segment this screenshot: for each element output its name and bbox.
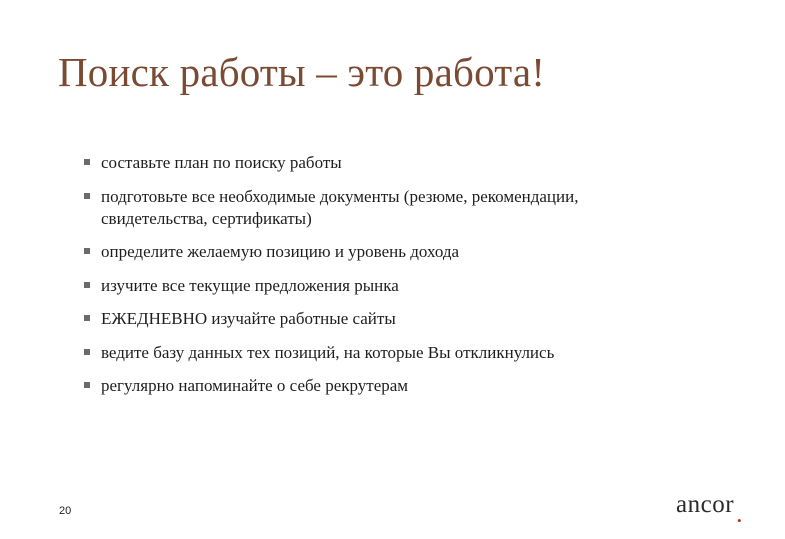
square-bullet-icon (84, 315, 90, 321)
square-bullet-icon (84, 248, 90, 254)
bullet-item (84, 375, 684, 397)
square-bullet-icon (84, 282, 90, 288)
bullet-list (84, 152, 684, 409)
bullet-text: ЕЖЕДНЕВНО изучайте работные сайты (101, 309, 396, 328)
square-bullet-icon (84, 193, 90, 199)
square-bullet-icon (84, 159, 90, 165)
bullet-text: изучите все текущие предложения рынка (101, 275, 399, 295)
bullet-text: подготовьте все необходимые документы (резюме, рекомендации, свидетельства, сертификаты) (101, 186, 579, 228)
bullet-text: ведите базу данных тех позиций, на которые Вы откликнулись (101, 342, 555, 362)
square-bullet-icon (84, 349, 90, 355)
bullet-item (84, 186, 684, 230)
bullet-item (84, 275, 684, 297)
slide-title: Поиск работы – это работа! (58, 49, 546, 95)
ancor-logo: ancor (676, 491, 735, 518)
bullet-text: определите желаемую позицию и уровень дохода (101, 242, 460, 261)
page-number: 20 (59, 505, 72, 517)
bullet-item (84, 152, 684, 174)
bullet-text: составьте план по поиску работы (101, 153, 342, 172)
square-bullet-icon (84, 382, 90, 388)
bullet-item (84, 342, 684, 364)
bullet-text: регулярно напоминайте о себе рекрутерам (101, 376, 409, 395)
logo-accent-icon: • (737, 513, 742, 528)
bullet-item (84, 241, 684, 263)
bullet-item (84, 308, 684, 330)
